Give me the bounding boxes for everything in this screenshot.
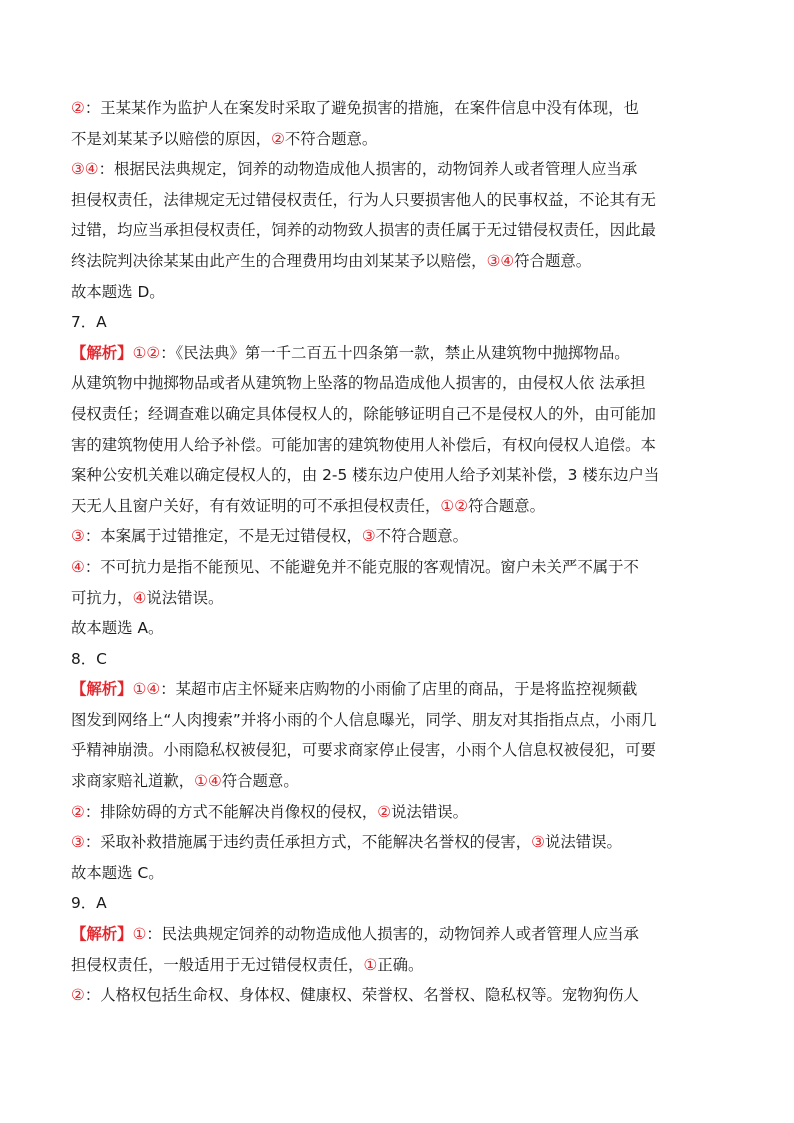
highlight-span: ④ bbox=[132, 588, 147, 607]
text-span: 不符合题意。 bbox=[375, 527, 469, 546]
highlight-span: ④ bbox=[71, 557, 85, 576]
text-span: ：王某某作为监护人在案发时采取了避免损害的措施，在案件信息中没有体现，也 bbox=[84, 99, 639, 117]
highlight-span: ①② bbox=[132, 343, 161, 362]
text-line bbox=[71, 797, 723, 828]
text-line bbox=[71, 215, 723, 246]
text-line bbox=[71, 246, 723, 277]
text-line bbox=[71, 154, 723, 185]
text-span: 过错，均应当承担侵权责任，饲养的动物致人损害的责任属于无过错侵权责任，因此最 bbox=[71, 221, 656, 240]
text-span: 可抗力， bbox=[71, 588, 133, 607]
text-span: 说法错误。 bbox=[146, 588, 224, 607]
text-line bbox=[71, 980, 723, 1011]
text-line bbox=[71, 583, 723, 614]
highlight-span: ③ bbox=[71, 527, 85, 546]
text-span: 侵权责任；经调查难以确定具体侵权人的，除能够证明自己不是侵权人的外，由可能加 bbox=[71, 404, 656, 423]
text-line bbox=[71, 399, 723, 430]
text-span: 故本题选 C。 bbox=[71, 863, 164, 882]
text-line bbox=[71, 552, 723, 583]
highlight-span: ① bbox=[363, 955, 378, 974]
text-span: 符合题意。 bbox=[221, 772, 299, 791]
highlight-span: ② bbox=[377, 802, 392, 821]
text-span: 天无人且窗户关好，有有效证明的可不承担侵权责任， bbox=[71, 496, 441, 515]
text-span: ：排除妨碍的方式不能解决肖像权的侵权， bbox=[84, 802, 378, 821]
text-span: 不是刘某某予以赔偿的原因， bbox=[71, 129, 272, 148]
text-span: ：不可抗力是指不能预见、不能避免并不能克服的客观情况。窗户未关严不属于不 bbox=[84, 557, 639, 576]
text-line bbox=[71, 950, 723, 981]
text-line bbox=[71, 491, 723, 522]
text-line bbox=[71, 613, 723, 644]
text-lines bbox=[71, 93, 723, 1011]
text-span: 乎精神崩溃。小雨隐私权被侵犯，可要求商家停止侵害，小雨个人信息权被侵犯，可要 bbox=[71, 741, 656, 760]
highlight-span: ①④ bbox=[194, 772, 222, 791]
text-span: 9．A bbox=[71, 894, 107, 913]
text-span: 担侵权责任，一般适用于无过错侵权责任， bbox=[71, 955, 364, 974]
text-span: 8．C bbox=[71, 649, 107, 668]
text-line bbox=[71, 827, 723, 858]
text-span: 说法错误。 bbox=[391, 802, 469, 821]
text-line bbox=[71, 705, 723, 736]
highlight-span: ③④ bbox=[486, 251, 515, 270]
highlight-span: 【解析】 bbox=[71, 343, 133, 362]
highlight-span: 【解析】 bbox=[71, 925, 133, 944]
highlight-span: ② bbox=[71, 99, 85, 117]
text-span: 说法错误。 bbox=[544, 833, 622, 852]
answer-explanation-page bbox=[71, 93, 723, 1011]
text-line bbox=[71, 430, 723, 461]
text-span: 终法院判决徐某某由此产生的合理费用均由刘某某予以赔偿， bbox=[71, 251, 487, 270]
text-span: 不符合题意。 bbox=[284, 129, 378, 148]
text-span: 图发到网络上“人肉搜索”并将小雨的个人信息曝光，同学、朋友对其指指点点，小雨几 bbox=[71, 710, 657, 729]
text-span: 故本题选 A。 bbox=[71, 619, 164, 638]
text-line bbox=[71, 307, 723, 338]
text-line bbox=[71, 858, 723, 889]
highlight-span: ① bbox=[132, 925, 147, 944]
text-line bbox=[71, 766, 723, 797]
text-span: ：根据民法典规定，饲养的动物造成他人损害的，动物饲养人或者管理人应当承 bbox=[98, 160, 638, 179]
text-line bbox=[71, 735, 723, 766]
text-span: 案种公安机关难以确定侵权人的，由 2-5 楼东边户使用人给予刘某补偿，3 楼东边户当 bbox=[71, 466, 660, 485]
text-span: ：《民法典》第一千二百五十四条第一款，禁止从建筑物中抛掷物品。 bbox=[160, 343, 630, 362]
highlight-span: ③④ bbox=[71, 160, 99, 179]
text-line bbox=[71, 674, 723, 705]
text-span: 从建筑物中抛掷物品或者从建筑物上坠落的物品造成他人损害的，由侵权人依 法承担 bbox=[71, 374, 646, 393]
text-span: 担侵权责任，法律规定无过错侵权责任，行为人只要损害他人的民事权益，不论其有无 bbox=[71, 190, 656, 209]
highlight-span: ①④ bbox=[132, 680, 161, 699]
text-line bbox=[71, 888, 723, 919]
text-span: ：采取补救措施属于违约责任承担方式，不能解决名誉权的侵害， bbox=[84, 833, 532, 852]
text-line bbox=[71, 368, 723, 399]
highlight-span: ③ bbox=[361, 527, 376, 546]
text-span: ：民法典规定饲养的动物造成他人损害的，动物饲养人或者管理人应当承 bbox=[146, 925, 639, 944]
text-line bbox=[71, 644, 723, 675]
text-line bbox=[71, 521, 723, 552]
text-line bbox=[71, 277, 723, 308]
text-span: 害的建筑物使用人给予补偿。可能加害的建筑物使用人补偿后，有权向侵权人追偿。本 bbox=[71, 435, 656, 454]
highlight-span: ①② bbox=[440, 496, 468, 515]
highlight-span: ③ bbox=[531, 833, 545, 852]
text-span: ：人格权包括生命权、身体权、健康权、荣誉权、名誉权、隐私权等。宠物狗伤人 bbox=[84, 986, 639, 1005]
text-line bbox=[71, 185, 723, 216]
highlight-span: ② bbox=[71, 986, 85, 1005]
text-span: 求商家赔礼道歉， bbox=[71, 772, 195, 791]
text-line bbox=[71, 919, 723, 950]
text-line bbox=[71, 124, 723, 155]
text-span: 故本题选 D。 bbox=[71, 282, 165, 301]
highlight-span: ③ bbox=[71, 833, 85, 852]
text-span: ：本案属于过错推定，不是无过错侵权， bbox=[84, 527, 362, 546]
text-span: 正确。 bbox=[377, 955, 424, 974]
text-line bbox=[71, 338, 723, 369]
text-span: 符合题意。 bbox=[468, 496, 545, 515]
text-span: ：某超市店主怀疑来店购物的小雨偷了店里的商品，于是将监控视频截 bbox=[160, 680, 638, 699]
highlight-span: ② bbox=[71, 802, 85, 821]
text-span: 符合题意。 bbox=[514, 251, 592, 270]
highlight-span: ② bbox=[271, 129, 285, 148]
text-line bbox=[71, 93, 723, 124]
text-line bbox=[71, 460, 723, 491]
text-span: 7．A bbox=[71, 313, 107, 332]
highlight-span: 【解析】 bbox=[71, 680, 133, 699]
